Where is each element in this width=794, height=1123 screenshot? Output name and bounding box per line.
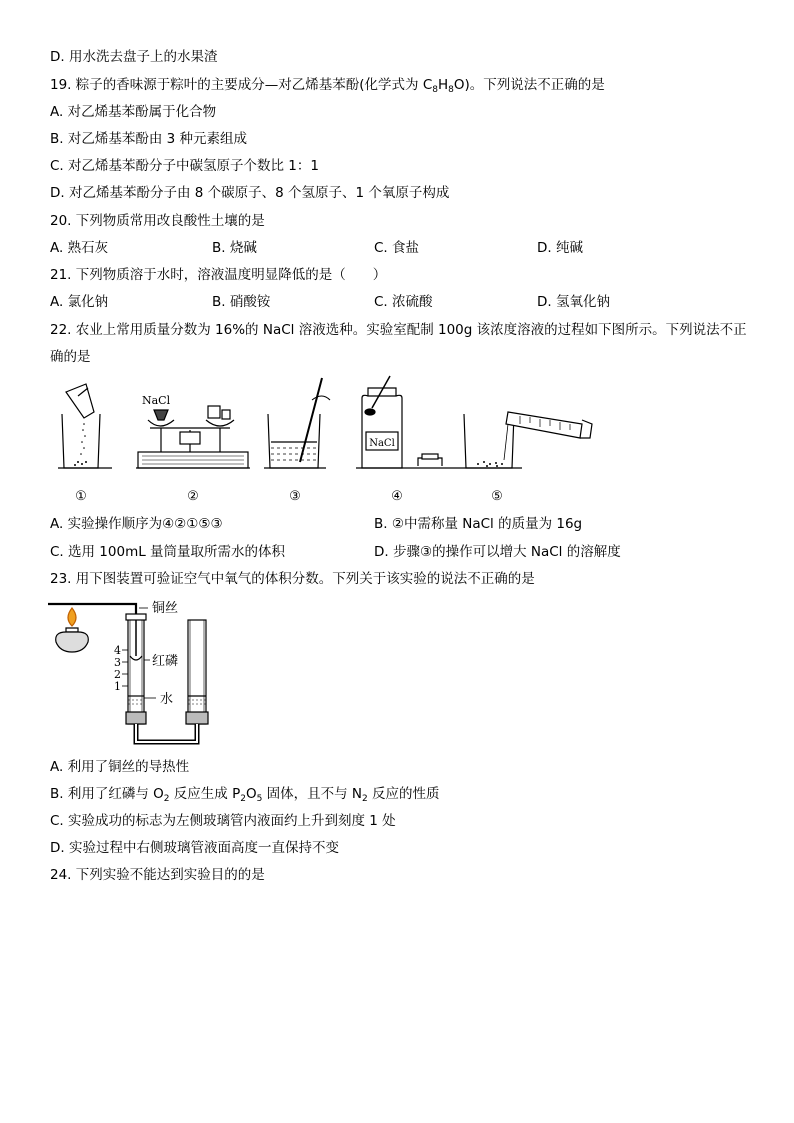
scale-3: 3 xyxy=(114,656,121,669)
q20-option-c: C. 食盐 xyxy=(374,240,420,256)
q21-option-b: B. 硝酸铵 xyxy=(212,294,271,310)
copper-wire xyxy=(48,604,136,618)
rubber-tube xyxy=(136,724,197,742)
right-tube xyxy=(186,620,208,724)
q23-stem: 23. 用下图装置可验证空气中氧气的体积分数。下列关于该实验的说法不正确的是 xyxy=(50,571,535,587)
step5-beaker-cylinder xyxy=(460,412,592,468)
step5-solid xyxy=(477,461,503,467)
q21-option-d: D. 氢氧化钠 xyxy=(537,294,610,310)
step2-balance xyxy=(136,406,250,468)
scale-2: 2 xyxy=(114,668,121,681)
q18-option-d: D. 用水洗去盘子上的水果渣 xyxy=(50,49,218,65)
step4-reagent-bottle xyxy=(356,376,460,468)
q20-option-b: B. 烧碱 xyxy=(212,240,257,256)
q21-option-c: C. 浓硫酸 xyxy=(374,294,433,310)
q20-option-a: A. 熟石灰 xyxy=(50,240,109,256)
q22-option-c: C. 选用 100mL 量筒量取所需水的体积 xyxy=(50,544,286,560)
q23-figure xyxy=(44,596,244,751)
left-tube xyxy=(126,614,146,724)
tube-scale xyxy=(122,650,128,686)
q21-stem: 21. 下列物质溶于水时，溶液温度明显降低的是（ ） xyxy=(50,267,387,283)
q22-option-d: D. 步骤③的操作可以增大 NaCl 的溶解度 xyxy=(374,544,621,560)
q19-option-c: C. 对乙烯基苯酚分子中碳氢原子个数比 1：1 xyxy=(50,158,319,174)
q23-option-c: C. 实验成功的标志为左侧玻璃管内液面约上升到刻度 1 处 xyxy=(50,813,396,829)
q23-option-b: B. 利用了红磷与 $O_2$ 反应生成 $P_2O_5$ 固体，且不与 $N_2$ 反应的性质 xyxy=(50,786,440,804)
q21-option-a: A. 氯化钠 xyxy=(50,294,109,310)
q20-stem: 20. 下列物质常用改良酸性土壤的是 xyxy=(50,213,265,229)
q22-option-b: B. ②中需称量 NaCl 的质量为 16g xyxy=(374,516,583,532)
q23-option-a: A. 利用了铜丝的导热性 xyxy=(50,759,190,775)
q24-stem: 24. 下列实验不能达到实验目的的是 xyxy=(50,867,265,883)
q19-option-a: A. 对乙烯基苯酚属于化合物 xyxy=(50,104,217,120)
q19-stem: 19. 粽子的香味源于粽叶的主要成分—对乙烯基苯酚(化学式为 $C_8H_8O$)。下列说法不正确的是 xyxy=(50,77,605,95)
q23-option-d: D. 实验过程中右侧玻璃管液面高度一直保持不变 xyxy=(50,840,339,856)
step1-powder xyxy=(74,423,87,466)
q22-stem-line2: 确的是 xyxy=(50,349,91,365)
step1-beaker-pouring xyxy=(58,384,112,468)
q20-option-d: D. 纯碱 xyxy=(537,240,583,256)
q19-option-b: B. 对乙烯基苯酚由 3 种元素组成 xyxy=(50,131,248,147)
step-number-1: ① xyxy=(75,489,87,504)
step-number-3: ③ xyxy=(289,489,301,504)
q22-figure xyxy=(50,372,610,507)
water-label: 水 xyxy=(160,692,174,707)
step3-beaker-stirring xyxy=(264,378,330,468)
q22-stem-line1: 22. 农业上常用质量分数为 16%的 NaCl 溶液选种。实验室配制 100g 该浓度溶液的过程如下图所示。下列说法不正 xyxy=(50,322,747,338)
scale-1: 1 xyxy=(114,680,121,693)
nacl-label-balance: NaCl xyxy=(142,394,171,407)
scale-4: 4 xyxy=(114,644,121,657)
alcohol-lamp xyxy=(56,608,89,652)
q19-option-d: D. 对乙烯基苯酚分子由 8 个碳原子、8 个氢原子、1 个氧原子构成 xyxy=(50,185,450,201)
step-number-5: ⑤ xyxy=(491,489,503,504)
copper-label: 铜丝 xyxy=(152,601,179,616)
step-number-4: ④ xyxy=(391,489,403,504)
nacl-label-bottle: NaCl xyxy=(369,438,395,449)
step-number-2: ② xyxy=(187,489,199,504)
phosphorus-label: 红磷 xyxy=(152,654,179,669)
q22-option-a: A. 实验操作顺序为④②①⑤③ xyxy=(50,516,223,532)
